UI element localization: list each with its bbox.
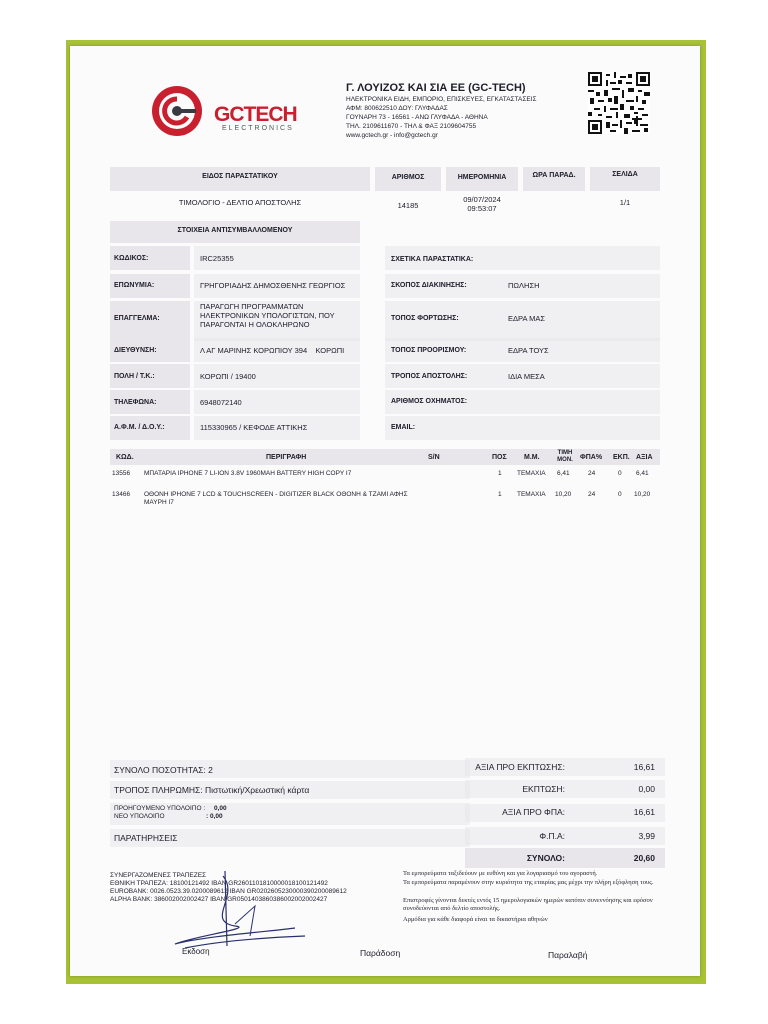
item-code: 13556 xyxy=(112,470,131,477)
doc-type-value: ΤΙΜΟΛΟΓΙΟ - ΔΕΛΤΙΟ ΑΠΟΣΤΟΛΗΣ xyxy=(178,198,302,207)
code-value: IRC25355 xyxy=(200,254,234,263)
terms-line: Τα εμπορεύματα ταξιδεύουν με ευθύνη και για λογαριασμό του αγοραστή. xyxy=(403,870,598,877)
address-label: ΔΙΕΥΘΥΝΣΗ: xyxy=(114,347,157,354)
item-description: ΟΘΟΝΗ IPHONE 7 LCD & TOUCHSCREEN - DIGITIZER BLACK ΟΘΟΝΗ & ΤΖΑΜΙ ΑΦΗΣ ΜΑΥΡΗ I7 xyxy=(144,491,408,506)
discount-value: 0,00 xyxy=(638,784,655,794)
company-line: ΤΗΛ. 2109611670 - ΤΗΛ & ΦΑΞ 2109604755 xyxy=(346,123,477,130)
pre-vat-value: 16,61 xyxy=(633,807,655,817)
total-quantity: ΣΥΝΟΛΟ ΠΟΣΟΤΗΤΑΣ: 2 xyxy=(114,765,213,775)
item-unit: ΤΕΜΑΧΙΑ xyxy=(517,491,546,498)
item-value: 10,20 xyxy=(634,491,651,498)
phone-value: 6948072140 xyxy=(200,398,242,407)
doc-page-value: 1/1 xyxy=(619,198,631,207)
doc-date-header: ΗΜΕΡΟΜΗΝΙΑ xyxy=(457,174,507,181)
company-line: ΑΦΜ: 800622510 ΔΟΥ: ΓΛΥΦΑΔΑΣ xyxy=(346,105,448,112)
items-col-unit: Μ.Μ. xyxy=(524,454,540,461)
doc-type-header: ΕΙΔΟΣ ΠΑΡΑΣΤΑΤΙΚΟΥ xyxy=(202,173,278,180)
doc-time-value: 09:53:07 xyxy=(467,204,497,213)
item-price: 6,41 xyxy=(557,470,570,477)
destination-value: ΕΔΡΑ ΤΟΥΣ xyxy=(508,346,549,355)
loading-place-value: ΕΔΡΑ ΜΑΣ xyxy=(508,314,546,323)
item-description: ΜΠΑΤΑΡΙΑ IPHONE 7 LI-ION 3.8V 1960MAH BATTERY HIGH COPY I7 xyxy=(144,470,352,477)
city-value: ΚΟΡΩΠΙ / 19400 xyxy=(200,372,256,381)
total-label: ΣΥΝΟΛΟ: xyxy=(526,853,565,863)
payment-method: ΤΡΟΠΟΣ ΠΛΗΡΩΜΗΣ: Πιστωτική/Χρεωστική κάρτα xyxy=(114,785,310,795)
item-discount: 0 xyxy=(618,491,622,498)
destination-label: ΤΟΠΟΣ ΠΡΟΟΡΙΣΜΟΥ: xyxy=(391,347,467,354)
company-line: ΓΟΥΝΑΡΗ 73 - 16561 - ΑΝΩ ΓΛΥΦΑΔΑ - ΑΘΗΝΑ xyxy=(346,114,488,121)
terms-line: Αρμόδια για κάθε διαφορά είναι τα δικαστήρια αθηνών xyxy=(403,916,548,923)
counterparty-title: ΣΤΟΙΧΕΙΑ ΑΝΤΙΣΥΜΒΑΛΛΟΜΕΝΟΥ xyxy=(177,227,293,234)
doc-date-value: 09/07/2024 xyxy=(463,195,501,204)
address-value: Λ ΑΓ ΜΑΡΙΝΗΣ ΚΟΡΩΠΙΟΥ 394 ΚΟΡΩΠΙ xyxy=(200,346,345,355)
items-col-value: ΑΞΙΑ xyxy=(636,454,653,461)
doc-number-header: ΑΡΙΘΜΟΣ xyxy=(391,174,425,181)
doc-page-header: ΣΕΛΙΔΑ xyxy=(612,171,638,178)
terms-line: Τα εμπορεύματα παραμένουν στην κυριότητα της εταιρίας μας μέχρι την πλήρη εξόφληση τους. xyxy=(403,879,654,886)
related-docs-label: ΣΧΕΤΙΚΑ ΠΑΡΑΣΤΑΤΙΚΑ: xyxy=(391,256,474,263)
invoice-page xyxy=(70,46,700,976)
email-label: EMAIL: xyxy=(391,424,416,431)
remarks-label: ΠΑΡΑΤΗΡΗΣΕΙΣ xyxy=(114,833,178,843)
afm-label: Α.Φ.Μ. / Δ.Ο.Υ.: xyxy=(114,424,165,431)
items-col-price: ΤΙΜΗ ΜΟΝ. xyxy=(557,450,573,464)
vehicle-number-label: ΑΡΙΘΜΟΣ ΟΧΗΜΑΤΟΣ: xyxy=(391,398,468,405)
company-logo xyxy=(150,84,204,138)
shipping-method-value: ΙΔΙΑ ΜΕΣΑ xyxy=(508,372,545,381)
pre-discount-value: 16,61 xyxy=(633,762,655,772)
items-col-vat: ΦΠΑ% xyxy=(580,454,603,461)
item-discount: 0 xyxy=(618,470,622,477)
items-col-serial: S/N xyxy=(428,454,440,461)
previous-balance-value: 0,00 xyxy=(214,805,227,812)
pre-vat-label: ΑΞΙΑ ΠΡΟ ΦΠΑ: xyxy=(502,807,565,817)
qr-code xyxy=(588,72,650,134)
profession-value: ΠΑΡΑΓΩΓΗ ΠΡΟΓΡΑΜΜΑΤΩΝ ΗΛΕΚΤΡΟΝΙΚΩΝ ΥΠΟΛΟΓΙΣΤΩΝ, ΠΟΥ ΠΑΡΑΓΟΝΤΑΙ Η ΟΛΟΚΛΗΡΩΝΟ xyxy=(200,302,335,329)
logo-text: GCTECH xyxy=(214,103,297,126)
item-qty: 1 xyxy=(498,470,502,477)
doc-number-value: 14185 xyxy=(397,201,419,210)
city-label: ΠΟΛΗ / Τ.Κ.: xyxy=(114,373,155,380)
logo-subtitle: ELECTRONICS xyxy=(222,125,294,132)
loading-place-label: ΤΟΠΟΣ ΦΟΡΤΩΣΗΣ: xyxy=(391,315,459,322)
profession-label: ΕΠΑΓΓΕΛΜΑ: xyxy=(114,315,160,322)
signature-issuer-label: Εκδοση xyxy=(182,947,210,956)
discount-label: ΕΚΠΤΩΣΗ: xyxy=(522,784,565,794)
item-vat: 24 xyxy=(588,470,596,477)
previous-balance-label: ΠΡΟΗΓΟΥΜΕΝΟ ΥΠΟΛΟΙΠΟ : xyxy=(114,805,206,812)
signature-receipt-label: Παραλαβή xyxy=(548,950,588,960)
total-value: 20,60 xyxy=(633,853,655,863)
company-line: www.gctech.gr - info@gctech.gr xyxy=(346,132,438,139)
purpose-value: ΠΩΛΗΣΗ xyxy=(508,281,540,290)
items-col-discount: ΕΚΠ. xyxy=(613,454,630,461)
company-name: Γ. ΛΟΥΙΖΟΣ ΚΑΙ ΣΙΑ ΕΕ (GC-TECH) xyxy=(346,82,526,94)
terms-line: Επιστροφές γίνονται δεκτές εντός 15 ημερολογιακών ημερών κατόπιν συνεννόησης και εφόσον συνοδεύονται από δελτίο αποστολής. xyxy=(403,897,653,913)
items-col-code: ΚΩΔ. xyxy=(116,454,134,461)
bank-line: ALPHA BANK: 386002002002427 IBAN GR0501403860386002002002427 xyxy=(110,896,328,903)
signature-delivery-label: Παράδοση xyxy=(360,948,401,958)
doc-time-header: ΩΡΑ ΠΑΡΑΔ. xyxy=(532,172,576,179)
value-cell xyxy=(385,416,660,440)
items-col-qty: ΠΟΣ xyxy=(492,454,507,461)
code-label: ΚΩΔΙΚΟΣ: xyxy=(114,255,149,262)
banks-title: ΣΥΝΕΡΓΑΖΟΜΕΝΕΣ ΤΡΑΠΕΖΕΣ xyxy=(110,872,207,879)
handwritten-signature xyxy=(165,866,315,956)
item-price: 10,20 xyxy=(555,491,572,498)
vat-label: Φ.Π.Α: xyxy=(539,831,565,841)
items-col-description: ΠΕΡΙΓΡΑΦΗ xyxy=(266,454,307,461)
new-balance-label: ΝΕΟ ΥΠΟΛΟΙΠΟ xyxy=(114,813,165,820)
item-value: 6,41 xyxy=(636,470,649,477)
pre-discount-label: ΑΞΙΑ ΠΡΟ ΕΚΠΤΩΣΗΣ: xyxy=(475,762,565,772)
afm-value: 115330965 / ΚΕΦΟΔΕ ΑΤΤΙΚΗΣ xyxy=(200,423,308,432)
bank-line: ΕΘΝΙΚΗ ΤΡΑΠΕΖΑ: 18100121492 IBAN GR2601101810000018100121492 xyxy=(110,880,328,887)
item-unit: ΤΕΜΑΧΙΑ xyxy=(517,470,546,477)
new-balance-value: : 0,00 xyxy=(206,813,223,820)
shipping-method-label: ΤΡΟΠΟΣ ΑΠΟΣΤΟΛΗΣ: xyxy=(391,373,468,380)
bank-line: EUROBANK: 0026.0523.39.0200089612 IBAN GR0202605230000390200089612 xyxy=(110,888,347,895)
name-value: ΓΡΗΓΟΡΙΑΔΗΣ ΔΗΜΟΣΘΕΝΗΣ ΓΕΩΡΓΙΟΣ xyxy=(200,281,346,290)
item-code: 13466 xyxy=(112,491,131,498)
item-qty: 1 xyxy=(498,491,502,498)
purpose-label: ΣΚΟΠΟΣ ΔΙΑΚΙΝΗΣΗΣ: xyxy=(391,282,467,289)
phone-label: ΤΗΛΕΦΩΝΑ: xyxy=(114,399,157,406)
name-label: ΕΠΩΝΥΜΙΑ: xyxy=(114,282,155,289)
item-vat: 24 xyxy=(588,491,596,498)
vat-value: 3,99 xyxy=(638,831,655,841)
company-line: ΗΛΕΚΤΡΟΝΙΚΑ ΕΙΔΗ, ΕΜΠΟΡΙΟ, ΕΠΙΣΚΕΥΕΣ, ΕΓΚΑΤΑΣΤΑΣΕΙΣ xyxy=(346,96,537,103)
